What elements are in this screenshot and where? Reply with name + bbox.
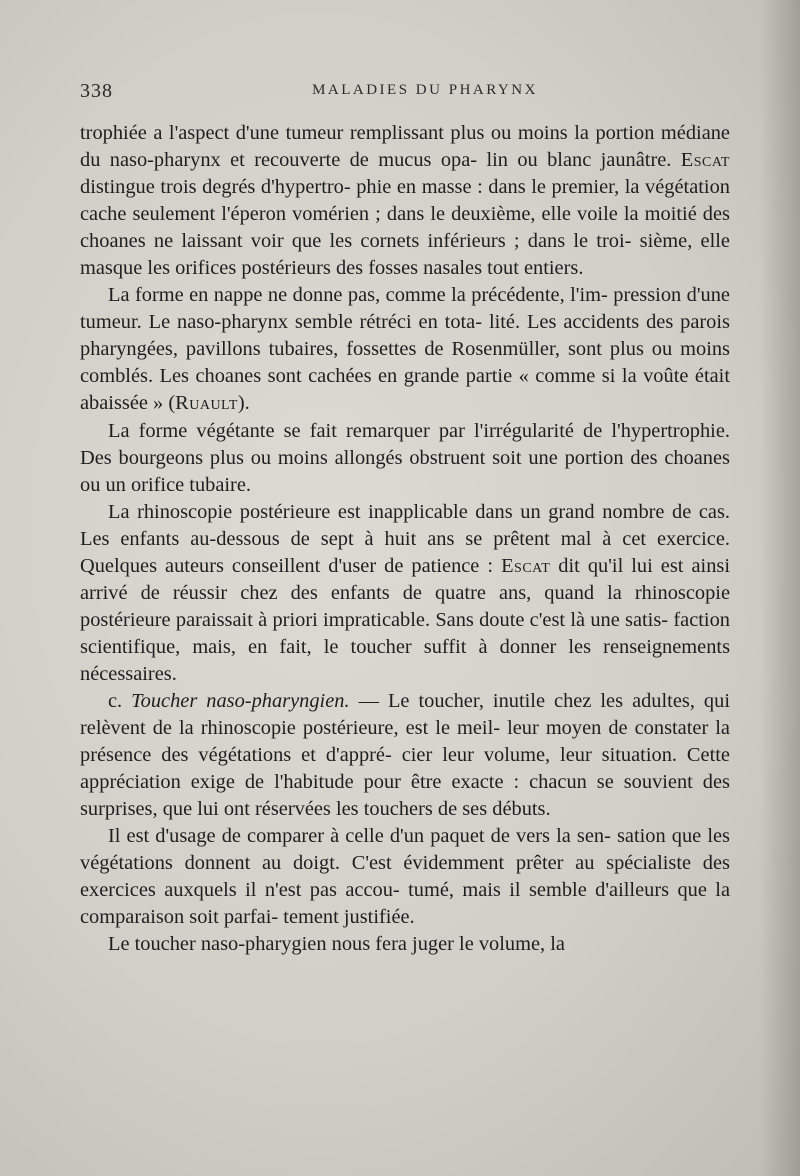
line: phie en masse : dans le premier, la végétation cache seulement bbox=[80, 176, 730, 226]
section-heading: Toucher naso-pharyngien. bbox=[131, 689, 350, 712]
line: renseignements nécessaires. bbox=[80, 635, 731, 685]
line: tumé, mais il semble d'ailleurs que la comparaison soit parfai- bbox=[80, 879, 730, 929]
line: tout entiers. bbox=[487, 257, 584, 280]
line: La forme en nappe ne donne pas, comme la précédente, l'im- bbox=[108, 284, 608, 307]
page-edge-shadow bbox=[760, 0, 800, 1176]
line: portion médiane du naso-pharynx et recouverte de mucus opa- bbox=[80, 122, 730, 172]
line: c. bbox=[108, 689, 132, 712]
line: pression d'une tumeur. Le naso-pharynx semble rétréci en tota- bbox=[80, 284, 730, 334]
line: lité. Les accidents des parois pharyngées, pavillons tubaires, bbox=[80, 311, 730, 361]
line: adultes, qui relèvent de la rhinoscopie postérieure, est le meil- bbox=[80, 689, 730, 740]
paragraph-4 bbox=[80, 499, 730, 688]
line: Le toucher naso-pharygien nous fera juger le volume, la bbox=[108, 933, 565, 956]
line: La rhinoscopie postérieure est inapplicable dans un grand bbox=[108, 500, 595, 523]
line: — Le toucher, inutile chez les bbox=[349, 689, 624, 712]
line: Il est d'usage de comparer à celle d'un paquet de vers la sen- bbox=[108, 825, 611, 848]
author-escat: Escat bbox=[680, 149, 730, 172]
paragraph-6 bbox=[80, 823, 730, 931]
author-ruault: Ruault bbox=[175, 392, 238, 415]
line: l'hypertrophie. Des bourgeons plus ou moins allongés obstruent bbox=[80, 419, 730, 469]
page-number: 338 bbox=[80, 80, 113, 102]
line: paraissait à priori impraticable. Sans doute c'est là une satis- bbox=[175, 608, 669, 631]
line: choanes sont cachées en grande partie « comme si la voûte était bbox=[195, 365, 730, 388]
line: l'habitude pour être exacte : chacun se souvient des surprises, bbox=[80, 771, 730, 821]
line: leur moyen de constater la présence des végétations et d'appré- bbox=[80, 717, 730, 767]
page-header bbox=[80, 80, 730, 106]
line: prêtent mal à cet exercice. Quelques auteurs conseillent d'user bbox=[80, 527, 730, 577]
line: La forme végétante se fait remarquer par l'irrégularité de bbox=[108, 419, 603, 442]
line: nombre de cas. Les enfants au-dessous de sept à huit ans se bbox=[80, 500, 730, 550]
paragraph-1 bbox=[80, 120, 730, 282]
line: fossettes de Rosenmüller, sont plus ou moins comblés. Les bbox=[80, 338, 730, 388]
line: cier leur volume, leur situation. Cette appréciation exige de bbox=[80, 744, 730, 794]
author-escat: Escat bbox=[501, 554, 551, 577]
line: tement justifiée. bbox=[283, 906, 415, 929]
line: prêter au spécialiste des exercices auxquels il n'est pas accou- bbox=[80, 852, 730, 902]
line: abaissée » ( bbox=[80, 392, 176, 415]
line: sation que les végétations donnent au doigt. C'est évidemment bbox=[80, 825, 730, 875]
line: soit une portion des choanes ou un orifice tubaire. bbox=[80, 446, 730, 496]
line: faction scientifique, mais, en fait, le toucher suffit à donner les bbox=[80, 608, 730, 658]
body-text bbox=[80, 120, 730, 958]
line: distingue trois degrés d'hypertro- bbox=[80, 176, 351, 199]
line: ). bbox=[237, 392, 250, 415]
line: choanes ne laissant voir que les cornets inférieurs ; dans le troi- bbox=[80, 230, 632, 253]
line: de patience : bbox=[384, 554, 502, 577]
paragraph-5 bbox=[80, 688, 730, 823]
paragraph-3 bbox=[80, 418, 730, 499]
running-title: MALADIES DU PHARYNX bbox=[312, 82, 538, 98]
line: sième, elle masque les orifices postérieurs des fosses nasales bbox=[80, 230, 730, 280]
line: des enfants de quatre ans, quand la rhinoscopie postérieure bbox=[80, 581, 730, 631]
line: l'éperon vomérien ; dans le deuxième, elle voile la moitié des bbox=[221, 203, 730, 226]
line: que lui ont réservées les touchers de ses débuts. bbox=[162, 798, 551, 821]
paragraph-7 bbox=[80, 931, 730, 958]
line: dit qu'il lui est ainsi arrivé de réussir chez bbox=[80, 554, 730, 604]
line: lin ou blanc jaunâtre. bbox=[486, 149, 681, 172]
line: trophiée a l'aspect d'une tumeur remplissant plus ou moins la bbox=[80, 122, 589, 144]
paragraph-2 bbox=[80, 282, 730, 417]
